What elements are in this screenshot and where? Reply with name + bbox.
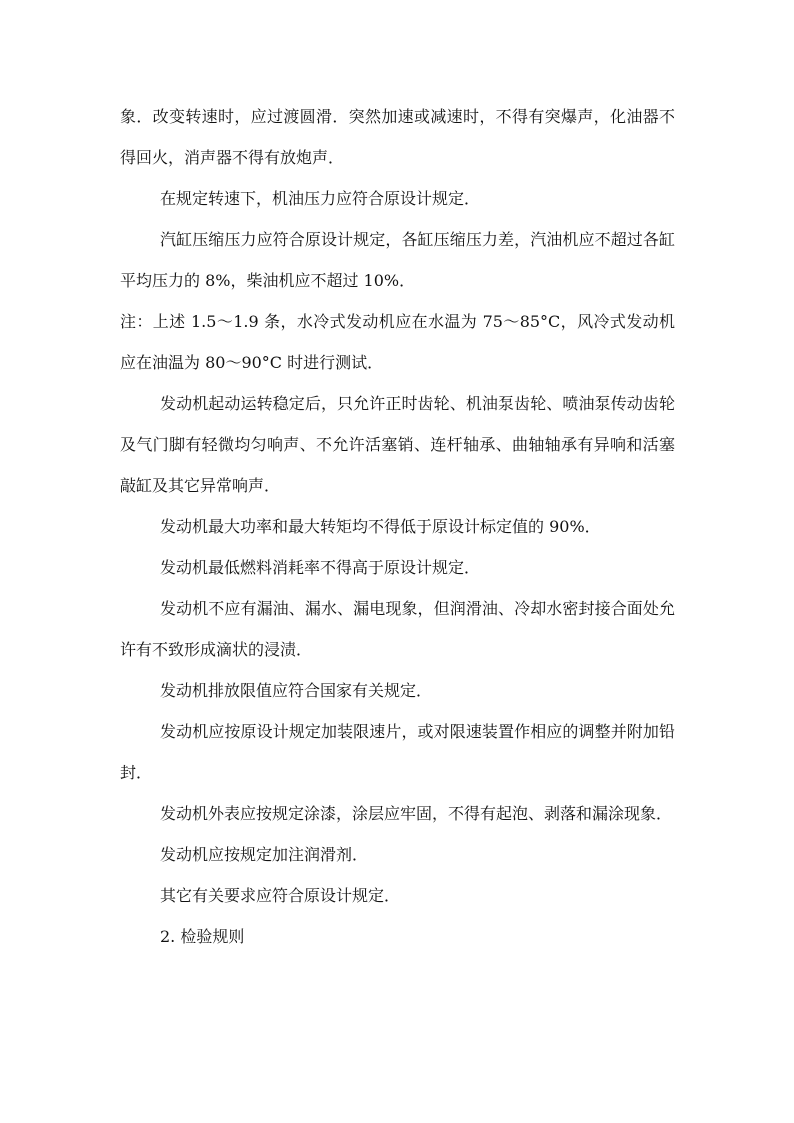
paragraph-fuel-consumption: 发动机最低燃料消耗率不得高于原设计规定．	[160, 558, 481, 577]
paragraph-leakage: 发动机不应有漏油、漏水、漏电现象，但润滑油、冷却水密封接合面处允许有不致形成滴状的浸渍．	[120, 599, 675, 659]
paragraph-emission-limits: 发动机排放限值应符合国家有关规定．	[160, 681, 433, 700]
document-body	[120, 96, 675, 957]
paragraph-continuation: 象．改变转速时，应过渡圆滑．突然加速或减速时，不得有突爆声，化油器不得回火，消声器不得有放炮声．	[120, 107, 675, 167]
paragraph-painting: 发动机外表应按规定涂漆，涂层应牢固，不得有起泡、剥落和漏涂现象．	[160, 804, 673, 823]
paragraph-other-requirements: 其它有关要求应符合原设计规定．	[160, 886, 401, 905]
paragraph-max-power: 发动机最大功率和最大转矩均不得低于原设计标定值的 90%．	[160, 517, 601, 536]
paragraph-lubrication: 发动机应按规定加注润滑剂．	[160, 845, 369, 864]
section-heading-inspection-rules: 2. 检验规则	[160, 927, 245, 946]
paragraph-abnormal-noise: 发动机起动运转稳定后，只允许正时齿轮、机油泵齿轮、喷油泵传动齿轮及气门脚有轻微均匀响声、不允许活塞销、连杆轴承、曲轴轴承有异响和活塞敲缸及其它异常响声．	[120, 394, 675, 495]
paragraph-note-test-temperature: 注：上述 1.5～1.9 条，水冷式发动机应在水温为 75～85°C，风冷式发动机应在油温为 80～90°C 时进行测试．	[120, 312, 675, 372]
paragraph-speed-limiter: 发动机应按原设计规定加装限速片，或对限速装置作相应的调整并附加铅封．	[120, 722, 675, 782]
paragraph-cylinder-compression: 汽缸压缩压力应符合原设计规定，各缸压缩压力差，汽油机应不超过各缸平均压力的 8%，柴油机应不超过 10%．	[120, 230, 675, 290]
paragraph-oil-pressure: 在规定转速下，机油压力应符合原设计规定．	[160, 189, 481, 208]
